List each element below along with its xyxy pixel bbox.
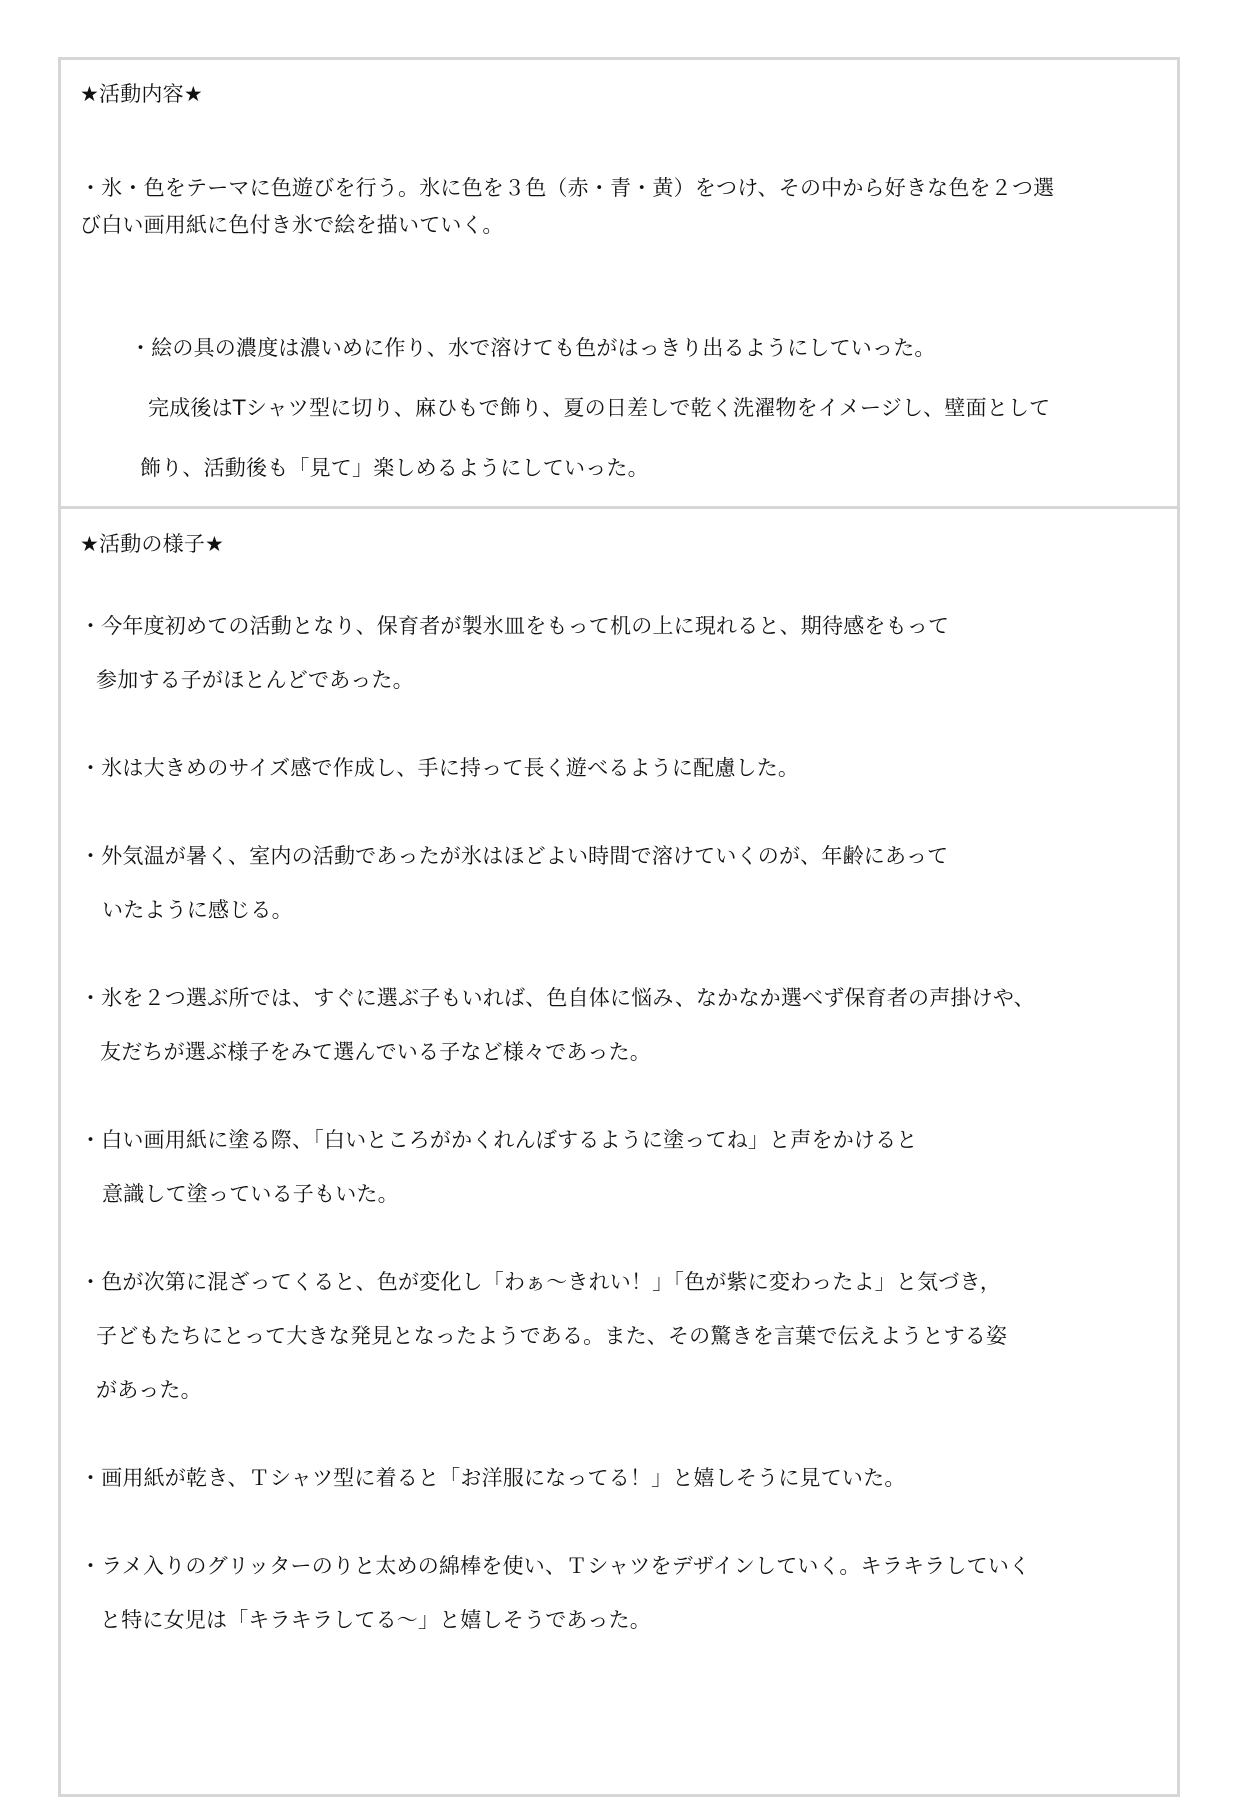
section2-item6-line2: 子どもたちにとって大きな発見となったようである。また、その驚きを言葉で伝えようとする姿 <box>96 1324 1008 1348</box>
section-divider <box>58 506 1180 509</box>
section1-heading: ★活動内容★ <box>80 82 203 106</box>
section2-item6-line3: があった。 <box>96 1378 202 1402</box>
section1-p1-line1: ・氷・色をテーマに色遊びを行う。氷に色を３色（赤・青・黄）をつけ、その中から好きな色を２つ選 <box>80 176 1055 200</box>
section1-p2-line2: 完成後はTシャツ型に切り、麻ひもで飾り、夏の日差しで乾く洗濯物をイメージし、壁面として <box>148 396 1051 420</box>
section2-item1-line2: 参加する子がほとんどであった。 <box>96 668 414 692</box>
section2-item8-line2: と特に女児は「キラキラしてる〜」と嬉しそうであった。 <box>100 1608 651 1632</box>
section2-item4-line2: 友だちが選ぶ様子をみて選んでいる子など様々であった。 <box>100 1040 651 1064</box>
section2-item8-line1: ・ラメ入りのグリッターのりと太めの綿棒を使い、Ｔシャツをデザインしていく。キラキラしていく <box>80 1554 1031 1578</box>
section2-item1-line1: ・今年度初めての活動となり、保育者が製氷皿をもって机の上に現れると、期待感をもって <box>80 614 950 638</box>
section2-item3-line2: いたように感じる。 <box>102 898 293 922</box>
content-frame <box>58 57 1180 1797</box>
section2-item3-line1: ・外気温が暑く、室内の活動であったが氷はほどよい時間で溶けていくのが、年齢にあって <box>80 844 949 868</box>
section2-item6-line1: ・色が次第に混ざってくると、色が変化し「わぁ〜きれい！」「色が紫に変わったよ」と気づき， <box>80 1270 1002 1294</box>
section2-item5-line1: ・白い画用紙に塗る際、「白いところがかくれんぼするように塗ってね」と声をかけると <box>80 1128 918 1152</box>
section1-p1-line2: び白い画用紙に色付き氷で絵を描いていく。 <box>80 213 504 237</box>
section2-item7-line1: ・画用紙が乾き、Ｔシャツ型に着ると「お洋服になってる！」と嬉しそうに見ていた。 <box>80 1466 906 1490</box>
section1-p2-line1: ・絵の具の濃度は濃いめに作り、水で溶けても色がはっきり出るようにしていった。 <box>130 336 936 360</box>
section1-p2-line3: 飾り、活動後も「見て」楽しめるようにしていった。 <box>140 456 649 480</box>
section2-item4-line1: ・氷を２つ選ぶ所では、すぐに選ぶ子もいれば、色自体に悩み、なかなか選べず保育者の声掛けや、 <box>80 986 1035 1010</box>
section2-heading: ★活動の様子★ <box>80 532 225 556</box>
section2-item5-line2: 意識して塗っている子もいた。 <box>102 1182 399 1206</box>
section2-item2-line1: ・氷は大きめのサイズ感で作成し、手に持って長く遊べるように配慮した。 <box>80 756 800 780</box>
